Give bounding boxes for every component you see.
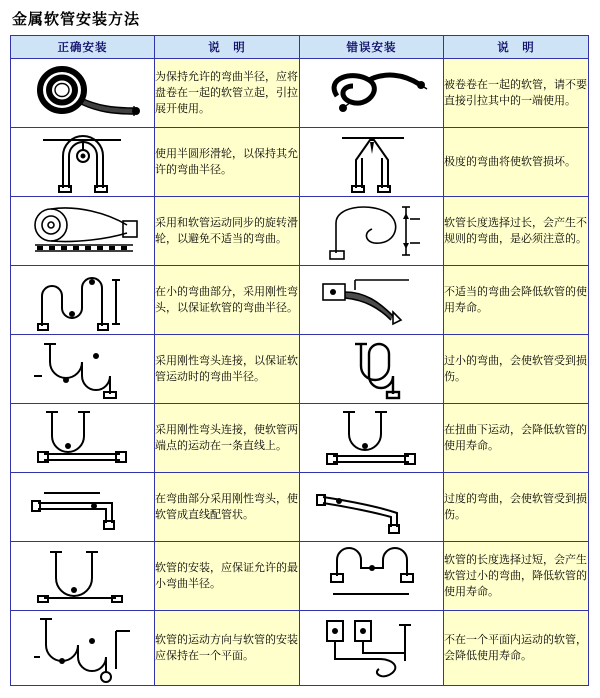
rigid-elbow-u-loop-icon (11, 336, 154, 402)
wrong-description: 过小的弯曲，会使软管受到损伤。 (444, 335, 589, 404)
coiled-hose-vertical-unwind-icon (11, 62, 154, 124)
column-header-wrong-description: 说 明 (444, 36, 589, 59)
correct-description: 采用和软管运动同步的旋转滑轮，以避免不适当的弯曲。 (155, 197, 300, 266)
wrong-description: 过度的弯曲，会使软管受到损伤。 (444, 473, 589, 542)
page-title: 金属软管安装方法 (12, 10, 141, 28)
column-header-correct-description: 说 明 (155, 36, 300, 59)
correct-figure-cell (11, 128, 155, 197)
correct-description: 采用刚性弯头连接，使软管两端点的运动在一条直线上。 (155, 404, 300, 473)
table-header-row (11, 36, 589, 59)
motion-out-of-plane-icon (300, 611, 443, 685)
table-header (11, 36, 589, 59)
correct-description: 软管的安装，应保证允许的最小弯曲半径。 (155, 542, 300, 611)
correct-figure-cell (11, 473, 155, 542)
column-header-correct-install: 正确安装 (11, 36, 155, 59)
wrong-figure-cell (300, 128, 444, 197)
table-row (11, 59, 589, 128)
correct-figure-cell (11, 404, 155, 473)
correct-figure-cell (11, 197, 155, 266)
improper-bend-at-fitting-icon (300, 268, 443, 332)
table-row (11, 128, 589, 197)
wrong-description: 在扭曲下运动，会降低软管的使用寿命。 (444, 404, 589, 473)
wrong-figure-cell (300, 335, 444, 404)
overlong-hose-small-bend-icon (300, 546, 443, 606)
motion-direction-same-plane-icon (11, 611, 154, 685)
table-body (11, 59, 589, 686)
wrong-figure-cell (300, 197, 444, 266)
table-row (11, 542, 589, 611)
correct-description: 在小的弯曲部分，采用刚性弯头，以保证软管的弯曲半径。 (155, 266, 300, 335)
wrong-figure-cell (300, 266, 444, 335)
wrong-description: 软管长度选择过长，会产生不规则的弯曲，是必须注意的。 (444, 197, 589, 266)
semicircular-sheave-guide-icon (11, 130, 154, 194)
table-row (11, 197, 589, 266)
table-row (11, 473, 589, 542)
column-header-wrong-install: 错误安装 (300, 36, 444, 59)
table-row (11, 266, 589, 335)
wrong-description: 不在一个平面内运动的软管，会降低使用寿命。 (444, 611, 589, 686)
correct-description: 使用半圆形滑轮，以保持其允许的弯曲半径。 (155, 128, 300, 197)
minimum-bend-radius-install-icon (11, 546, 154, 606)
wrong-description: 软管的长度选择过短，会产生软管过小的弯曲，降低软管的使用寿命。 (444, 542, 589, 611)
wrong-description: 极度的弯曲将使软管损坏。 (444, 128, 589, 197)
correct-description: 软管的运动方向与软管的安装应保持在一个平面。 (155, 611, 300, 686)
wrong-figure-cell (300, 59, 444, 128)
correct-figure-cell (11, 542, 155, 611)
correct-figure-cell (11, 266, 155, 335)
correct-figure-cell (11, 611, 155, 686)
rigid-elbow-straight-piping-icon (11, 479, 154, 535)
wrong-figure-cell (300, 542, 444, 611)
correct-figure-cell (11, 59, 155, 128)
table-row (11, 404, 589, 473)
correct-description: 在弯曲部分采用刚性弯头，使软管成直线配管状。 (155, 473, 300, 542)
hose-installation-table (10, 35, 589, 686)
twisting-u-bend-motion-icon (300, 406, 443, 470)
sharp-v-bend-hose-icon (300, 130, 443, 194)
correct-description: 采用刚性弯头连接，以保证软管运动时的弯曲半径。 (155, 335, 300, 404)
correct-figure-cell (11, 335, 155, 404)
wrong-figure-cell (300, 611, 444, 686)
overlong-hose-irregular-bend-icon (300, 199, 443, 263)
correct-description: 为保持允许的弯曲半径，应将盘卷在一起的软管立起，引拉展开使用。 (155, 59, 300, 128)
too-small-bend-radius-icon (300, 336, 443, 402)
wrong-description: 被卷卷在一起的软管，请不要直接引拉其中的一端使用。 (444, 59, 589, 128)
wrong-description: 不适当的弯曲会降低软管的使用寿命。 (444, 266, 589, 335)
table-row (11, 611, 589, 686)
excessive-bend-at-elbow-icon (300, 479, 443, 535)
table-row (11, 335, 589, 404)
coiled-hose-pulled-one-end-icon (300, 62, 443, 124)
rigid-elbow-straight-line-motion-icon (11, 406, 154, 470)
wrong-figure-cell (300, 473, 444, 542)
rigid-elbow-small-bend-icon (11, 268, 154, 332)
wrong-figure-cell (300, 404, 444, 473)
rotating-sheave-with-chain-icon (11, 199, 154, 263)
